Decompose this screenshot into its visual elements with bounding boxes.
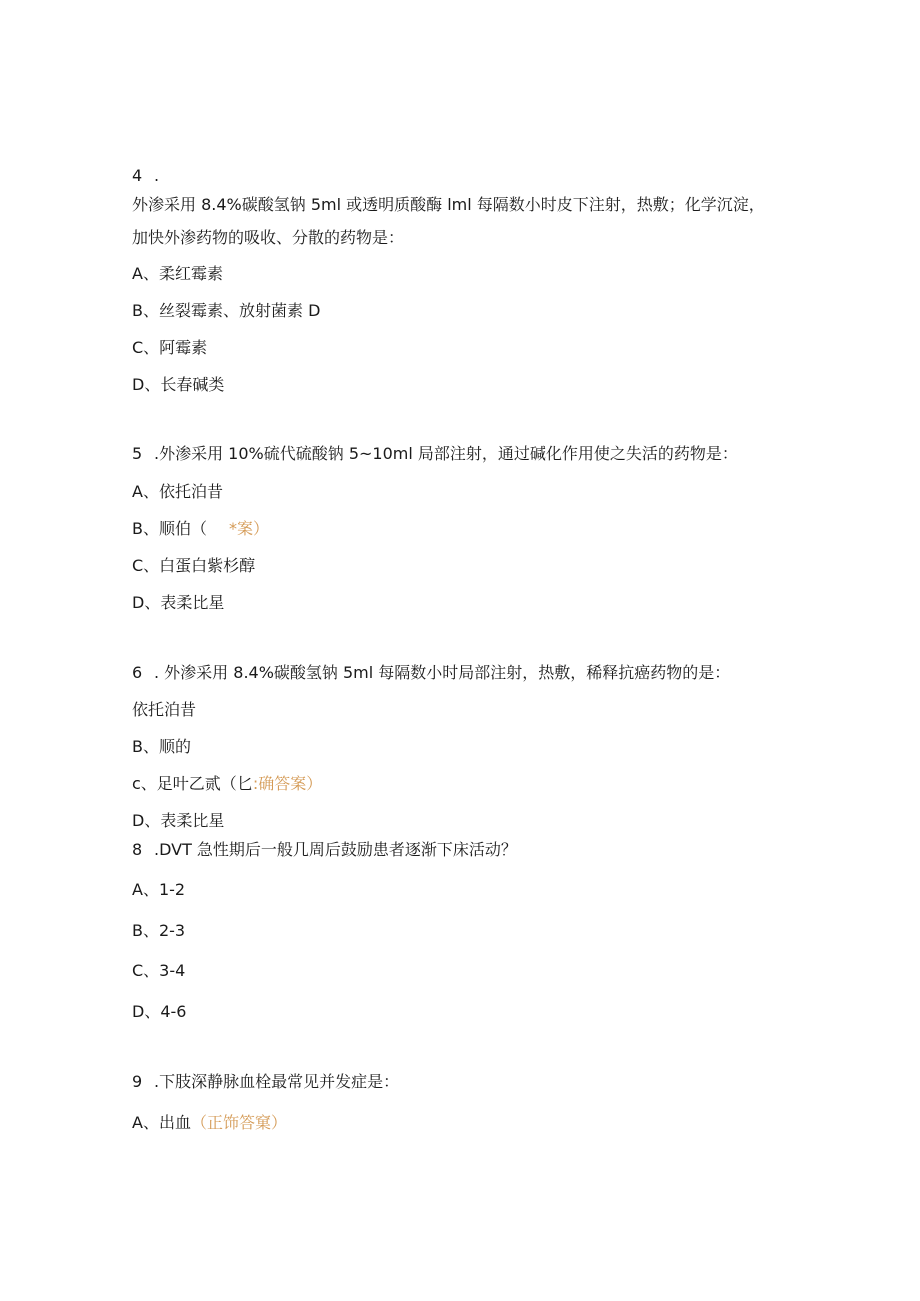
q9-stem-line [132,1072,399,1092]
q4-option-b: B、丝裂霉素、放射菌素 D [132,301,321,320]
q5-option-c: C、白蛋白紫杉醇 [132,556,256,575]
q4-number-line [132,166,159,186]
q4-stem-line2: 加快外渗药物的吸收、分散的药物是： [132,228,405,247]
q6-stem: . 外渗采用 8.4%碳酸氢钠 5ml 每隔数小时局部注射，热敷，稀释抗癌药物的是： [154,663,731,682]
q5-stem: .外渗采用 10%硫代硫酸钠 5~10ml 局部注射，通过碱化作用使之失活的药物是： [154,444,738,463]
q8-option-b: B、2-3 [132,921,186,940]
q6-option-c-answer-note: :确答案） [252,774,323,793]
q6-option-d: D、表柔比星 [132,811,225,830]
q6-option-c [132,774,322,794]
q9-number: 9 [132,1072,143,1091]
q6-number: 6 [132,663,143,682]
q5-stem-line [132,444,738,464]
q4-option-a: A、柔红霉素 [132,264,223,283]
q9-stem: .下肢深静脉血栓最常见并发症是： [154,1072,400,1091]
q6-option-b: B、顺的 [132,737,191,756]
q8-option-c: C、3-4 [132,961,186,980]
q4-dot: . [154,166,160,185]
q8-number: 8 [132,840,143,859]
q5-option-b-text: B、顺伯（ [132,519,207,538]
q4-stem-line1: 外渗采用 8.4%碳酸氢钠 5ml 或透明质酸酶 lml 每隔数小时皮下注射，热敷；化学沉淀， [132,195,765,214]
q5-option-b [132,519,269,539]
q6-stem-line [132,663,730,683]
q4-option-d: D、长春碱类 [132,375,225,394]
q8-option-a: A、1-2 [132,880,186,899]
q8-stem-line [132,840,517,860]
q9-option-a-answer-note: （正饰答窠） [190,1113,287,1132]
q8-option-d: D、4-6 [132,1002,187,1021]
q5-number: 5 [132,444,143,463]
q5-option-a: A、依托泊昔 [132,482,223,501]
q6-option-a: 依托泊昔 [132,700,197,719]
q4-number: 4 [132,166,143,185]
q9-option-a-text: A、出血 [132,1113,191,1132]
q5-option-b-answer-note: *案） [228,519,269,538]
q6-option-c-text: c、足叶乙贰（匕 [132,774,253,793]
q5-option-d: D、表柔比星 [132,593,225,612]
q9-option-a [132,1113,287,1133]
q8-stem: .DVT 急性期后一般几周后鼓励患者逐渐下床活动？ [154,840,517,859]
q4-option-c: C、阿霉素 [132,338,208,357]
